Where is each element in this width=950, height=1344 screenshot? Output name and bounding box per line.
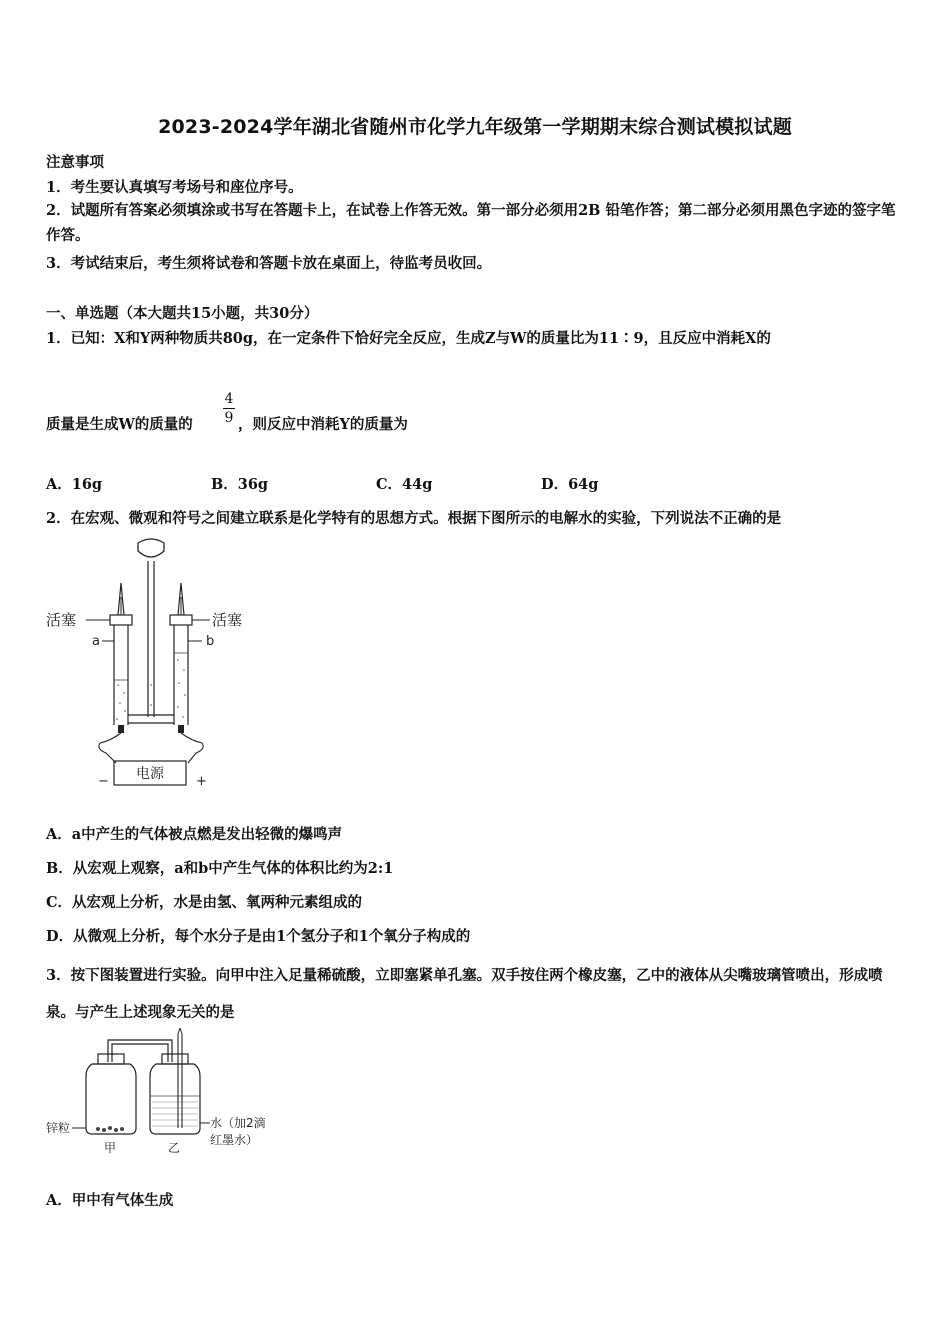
water-label-line2: 红墨水） — [210, 1133, 259, 1147]
q3-option-a: A．甲中有气体生成 — [46, 1192, 174, 1209]
q1-fraction-numerator: 4 — [224, 391, 234, 407]
q2-option-a: A．a中产生的气体被点燃是发出轻微的爆鸣声 — [46, 826, 343, 843]
right-stopcock-label: 活塞 — [212, 611, 243, 629]
section-heading: 一、单选题（本大题共15小题，共30分） — [46, 305, 319, 322]
flask-yi-label: 乙 — [168, 1141, 181, 1155]
negative-terminal-label: − — [98, 774, 109, 789]
q1-stem-line1: 1．已知：X和Y两种物质共80g，在一定条件下恰好完全反应，生成Z与W的质量比为11∶9，且反应中消耗X的 — [46, 330, 771, 347]
q1-option-a: A．16g — [46, 476, 103, 493]
notice-item-1: 1．考生要认真填写考场号和座位序号。 — [46, 179, 303, 196]
q2-option-b: B．从宏观上观察，a和b中产生气体的体积比约为2:1 — [46, 860, 394, 877]
fountain-apparatus-figure — [40, 1028, 290, 1158]
notice-item-2: 2．试题所有答案必须填涂或书写在答题卡上，在试卷上作答无效。第一部分必须用2B 铅笔作答；第二部分必须用黑色字迹的签字笔作答。 — [46, 202, 896, 244]
zinc-label: 锌粒 — [46, 1121, 71, 1135]
notice-item-3: 3．考试结束后，考生须将试卷和答题卡放在桌面上，待监考员收回。 — [46, 255, 492, 272]
page-title: 2023-2024学年湖北省随州市化学九年级第一学期期末综合测试模拟试题 — [158, 116, 792, 138]
electrolysis-apparatus-figure — [40, 535, 270, 795]
q2-stem: 2．在宏观、微观和符号之间建立联系是化学特有的思想方式。根据下图所示的电解水的实验，下列说法不正确的是 — [46, 510, 782, 527]
positive-terminal-label: + — [196, 774, 207, 789]
tube-a-label: a — [92, 634, 100, 649]
q1-fraction — [222, 390, 236, 427]
q1-fraction-denominator: 9 — [224, 410, 234, 426]
left-stopcock-label: 活塞 — [46, 611, 77, 629]
q2-option-d: D．从微观上分析，每个水分子是由1个氢分子和1个氧分子构成的 — [46, 928, 471, 945]
notice-heading: 注意事项 — [46, 154, 104, 171]
q2-option-c: C．从宏观上分析，水是由氢、氧两种元素组成的 — [46, 894, 363, 911]
power-source-label: 电源 — [136, 766, 164, 782]
q1-stem-line2a: 质量是生成W的质量的 — [46, 416, 193, 433]
q1-option-c: C．44g — [376, 476, 433, 493]
water-label-line1: 水（加2滴 — [210, 1116, 266, 1130]
q3-stem: 3．按下图装置进行实验。向甲中注入足量稀硫酸，立即塞紧单孔塞。双手按住两个橡皮塞，乙中的液体从尖嘴玻璃管喷出，形成喷泉。与产生上述现象无关的是 — [46, 967, 883, 1021]
tube-b-label: b — [206, 634, 215, 649]
q1-stem-line2b: ，则反应中消耗Y的质量为 — [238, 416, 408, 433]
flask-jia-label: 甲 — [104, 1141, 117, 1155]
q1-option-b: B．36g — [211, 476, 269, 493]
q1-option-d: D．64g — [541, 476, 599, 493]
